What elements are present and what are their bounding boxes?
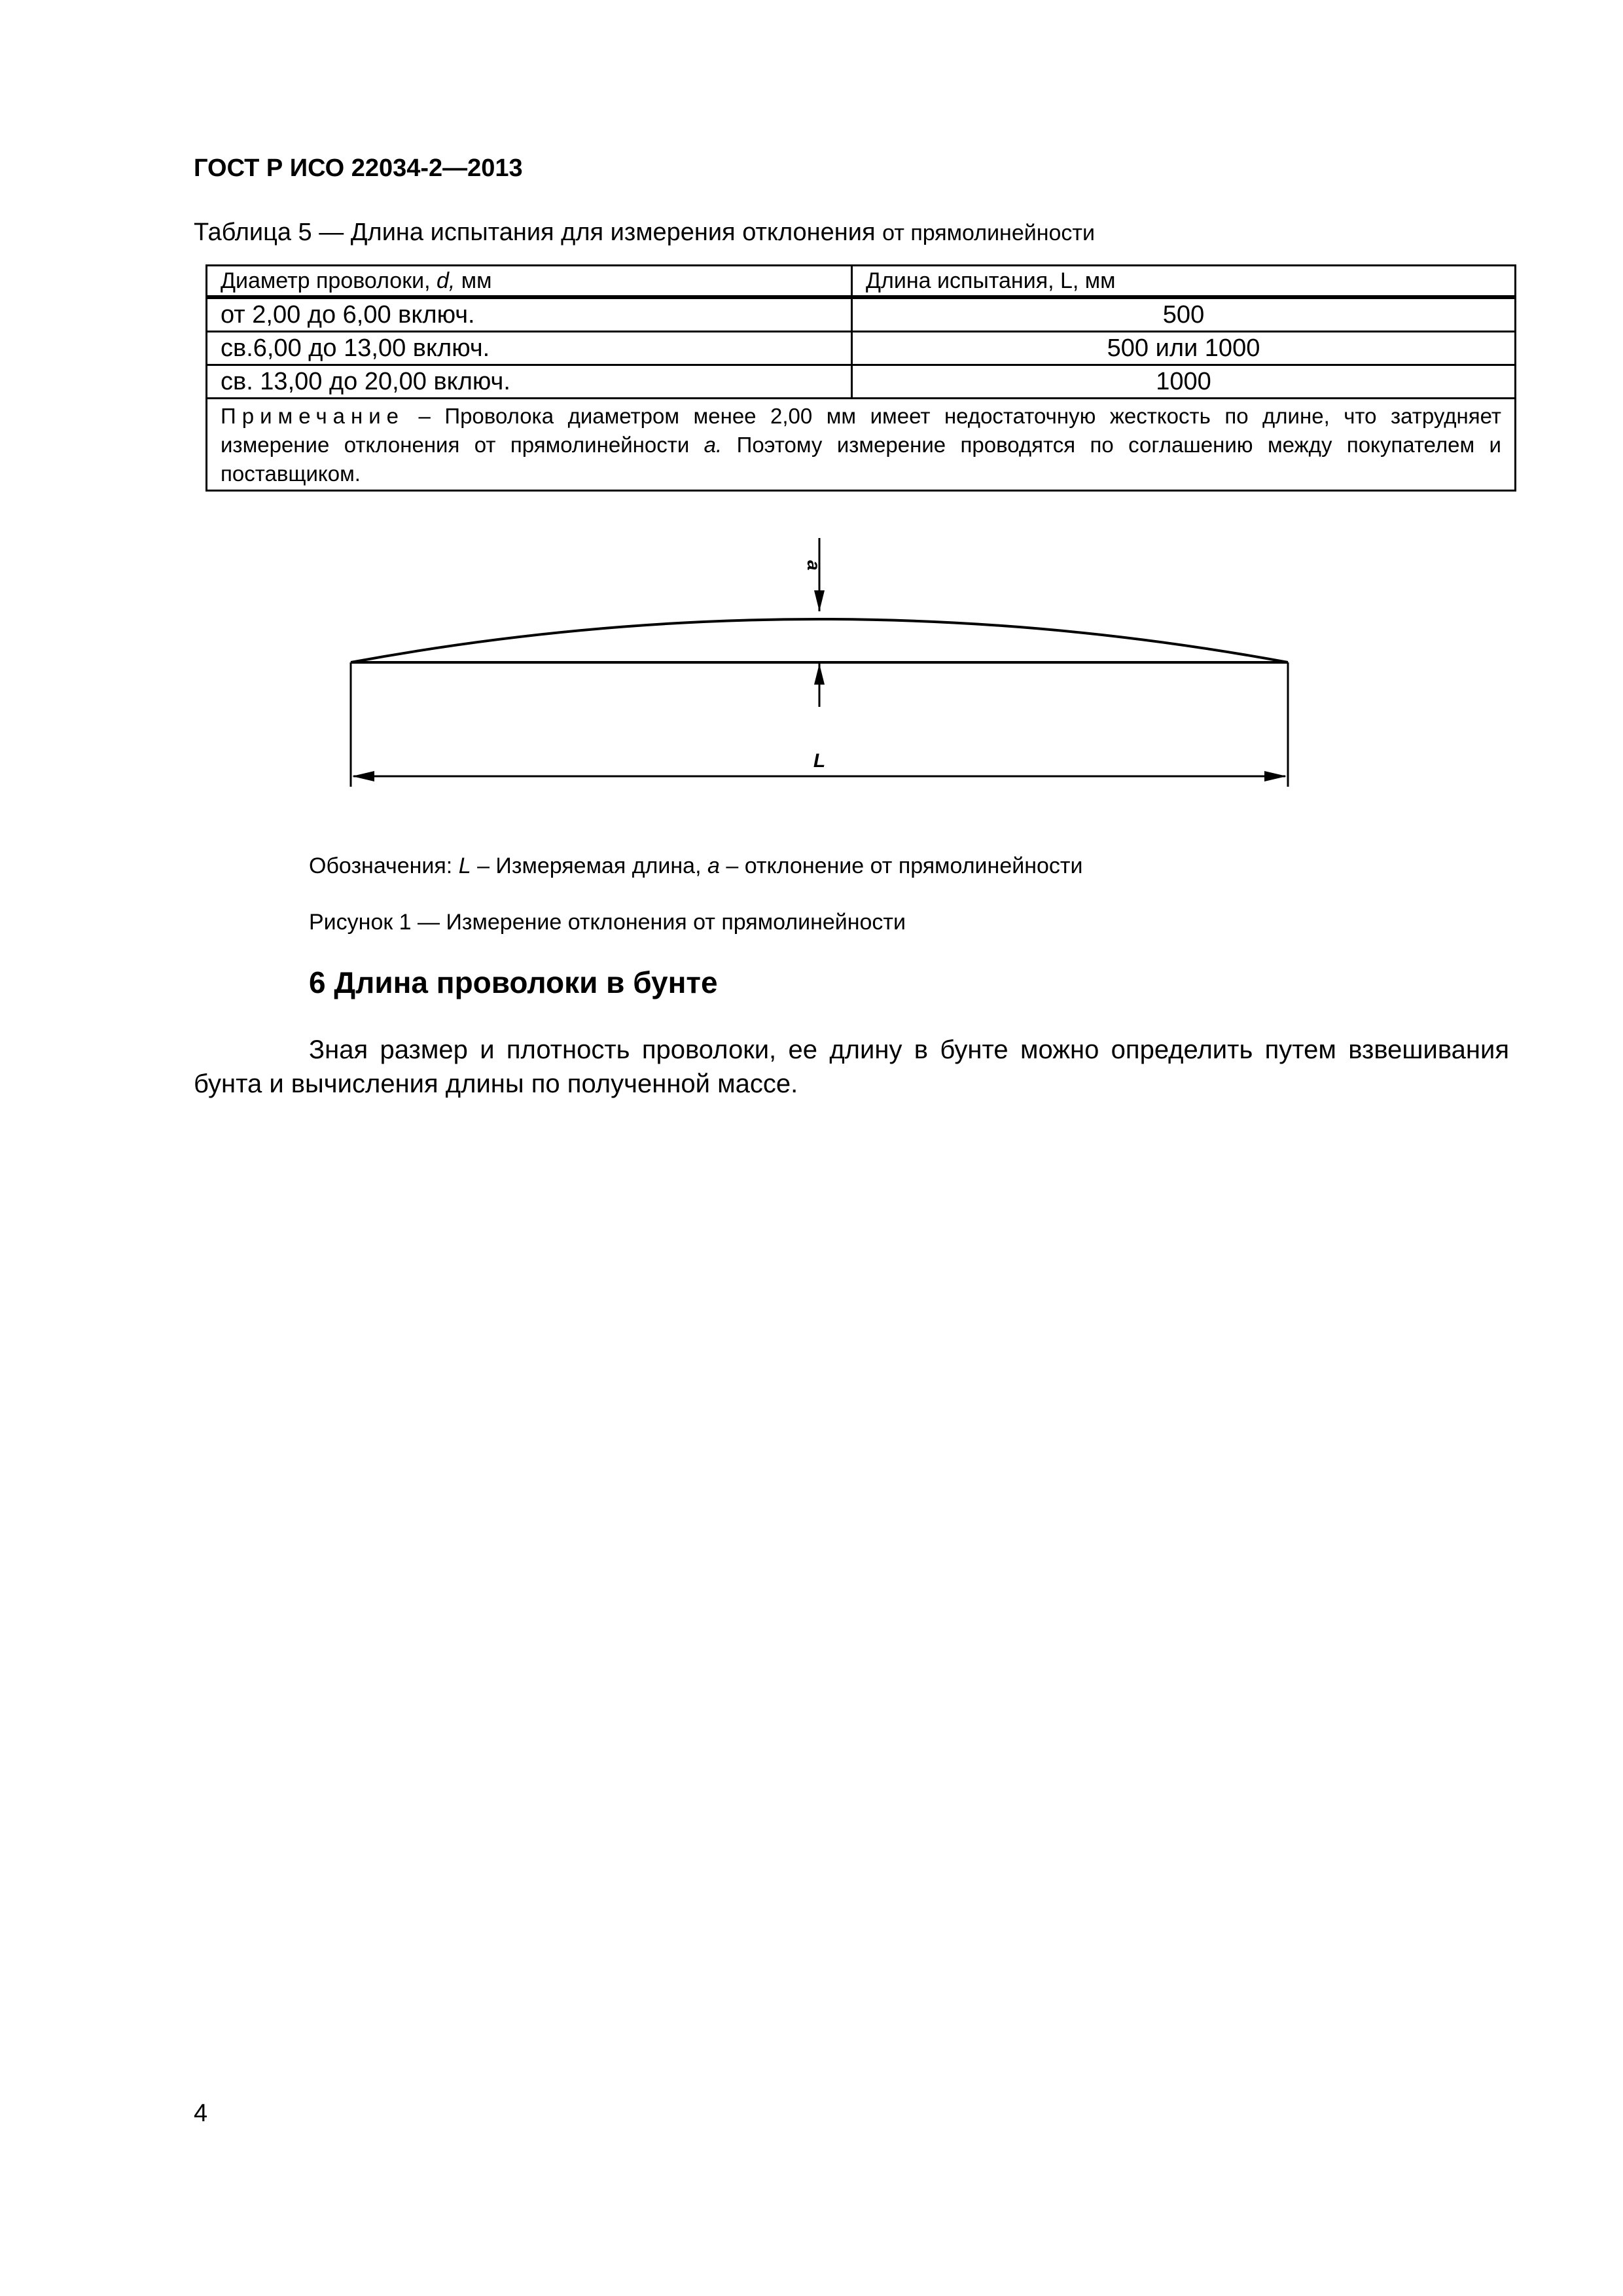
diameter-cell: от 2,00 до 6,00 включ. <box>207 297 852 332</box>
col-length-header: Длина испытания, L, мм <box>852 266 1516 298</box>
figure-legend <box>309 853 1082 879</box>
label-a: a <box>804 560 824 571</box>
section-paragraph: Зная размер и плотность проволоки, ее длину в бунте можно определить путем взвешивания бунта и вычисления длины по полученной массе. <box>194 1035 1509 1098</box>
section-title: 6 Длина проволоки в бунте <box>309 965 718 999</box>
length-cell: 1000 <box>852 365 1516 399</box>
col-diameter-header-text: Диаметр проволоки, <box>221 268 431 293</box>
legend-L-text: – Измеряемая длина, <box>477 853 702 878</box>
col-diameter-header-var: d, <box>436 268 455 293</box>
figure-caption: Рисунок 1 — Измерение отклонения от прямолинейности <box>309 910 906 935</box>
legend-L-symbol: L <box>458 853 471 878</box>
table-note <box>207 399 1516 491</box>
note-label: Примечание <box>221 404 405 428</box>
deviation-arrow-up <box>814 664 825 685</box>
document-header: ГОСТ Р ИСО 22034-2—2013 <box>194 154 523 182</box>
diameter-cell: св. 13,00 до 20,00 включ. <box>207 365 852 399</box>
label-L: L <box>813 750 826 772</box>
col-diameter-header-unit: мм <box>461 268 492 293</box>
table-row <box>207 332 1516 365</box>
wire-arc <box>351 619 1288 662</box>
note-text-pre: – Проволока диаметром менее 2,00 мм имеет недостаточную жесткость по длине, что затрудняет измерение отклонения от прямолинейности <box>221 404 1501 457</box>
diameter-cell: св.6,00 до 13,00 включ. <box>207 332 852 365</box>
col-diameter-header <box>207 266 852 298</box>
length-cell: 500 <box>852 297 1516 332</box>
table-row <box>207 297 1516 332</box>
table-row <box>207 365 1516 399</box>
legend-prefix: Обозначения: <box>309 853 453 878</box>
legend-a-symbol: a <box>707 853 720 878</box>
length-cell: 500 или 1000 <box>852 332 1516 365</box>
straightness-diagram <box>340 530 1309 805</box>
test-length-table <box>205 264 1516 492</box>
page-number: 4 <box>194 2100 208 2127</box>
note-var: a. <box>704 433 722 457</box>
left-arrowhead <box>352 771 374 781</box>
table-caption <box>194 219 1095 247</box>
legend-a-text: – отклонение от прямолинейности <box>726 853 1083 878</box>
deviation-arrow-down <box>814 590 825 611</box>
table-note-row <box>207 399 1516 491</box>
table-header-row <box>207 266 1516 298</box>
right-arrowhead <box>1264 771 1287 781</box>
table-caption-main: Таблица 5 — Длина испытания для измерения отклонения <box>194 219 876 246</box>
table-caption-tail: от прямолинейности <box>882 221 1095 245</box>
note-text-post: Поэтому измерение проводятся по соглашению между покупателем и поставщиком. <box>221 433 1501 486</box>
